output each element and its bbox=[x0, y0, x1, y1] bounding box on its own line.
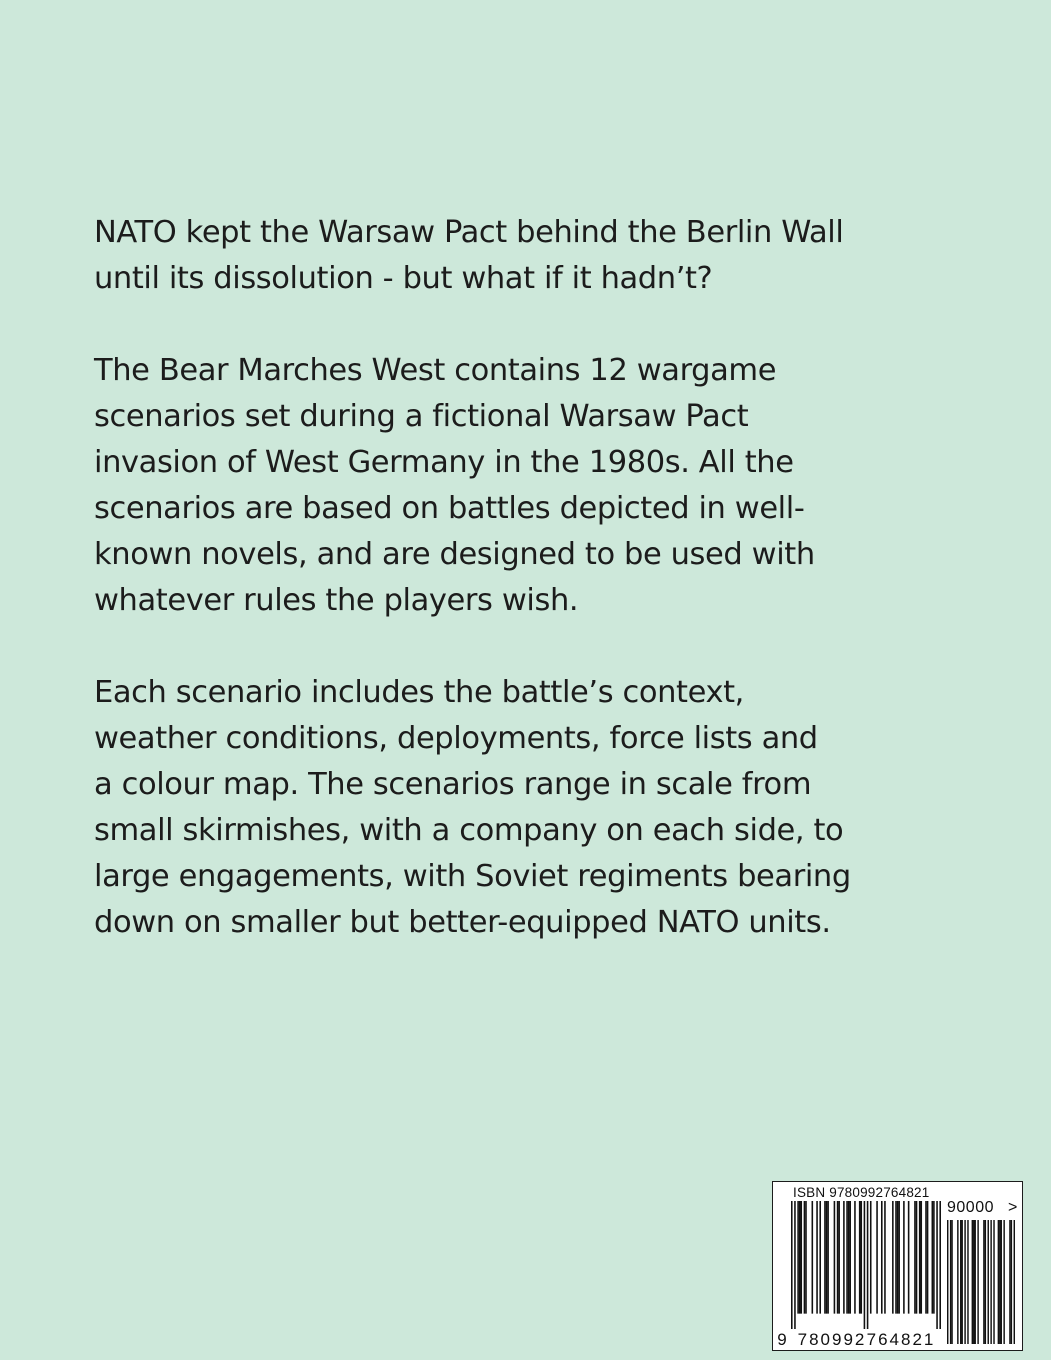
addon-bar bbox=[990, 1220, 991, 1344]
addon-bar bbox=[964, 1220, 965, 1344]
barcode-bar bbox=[826, 1201, 828, 1314]
barcode-bar bbox=[812, 1201, 814, 1314]
barcode-bar bbox=[860, 1201, 862, 1314]
barcode-bar bbox=[819, 1201, 821, 1314]
barcode-bar bbox=[925, 1201, 927, 1314]
blurb-line: invasion of West Germany in the 1980s. All the bbox=[94, 445, 794, 480]
barcode-bar bbox=[859, 1201, 861, 1314]
barcode-bar bbox=[920, 1201, 922, 1314]
addon-bar bbox=[967, 1220, 968, 1344]
addon-bar bbox=[988, 1220, 989, 1344]
barcode-bar bbox=[927, 1201, 929, 1314]
blurb-line: whatever rules the players wish. bbox=[94, 583, 579, 618]
blurb-line: a colour map. The scenarios range in scale from bbox=[94, 767, 812, 802]
barcode-bar bbox=[799, 1201, 801, 1314]
blurb-line: NATO kept the Warsaw Pact behind the Berlin Wall bbox=[94, 215, 844, 250]
barcode-bar bbox=[846, 1201, 848, 1314]
barcode-bar bbox=[892, 1201, 894, 1314]
barcode-bar bbox=[837, 1201, 839, 1314]
barcode-bar bbox=[804, 1201, 806, 1314]
addon-bar bbox=[957, 1220, 958, 1344]
barcode-bar bbox=[914, 1201, 916, 1314]
barcode-bar bbox=[932, 1201, 934, 1314]
addon-bar bbox=[983, 1220, 984, 1344]
addon-bar bbox=[1009, 1220, 1010, 1344]
addon-bar bbox=[1003, 1220, 1004, 1344]
ean-first-digit: 9 bbox=[777, 1330, 787, 1348]
barcode-bar bbox=[897, 1201, 899, 1314]
addon-bar bbox=[951, 1220, 952, 1344]
barcode-bar bbox=[849, 1201, 851, 1314]
barcode-bar bbox=[876, 1201, 878, 1314]
addon-bar bbox=[961, 1220, 962, 1344]
barcode-bar bbox=[816, 1201, 818, 1314]
isbn-barcode bbox=[772, 1181, 1023, 1351]
price-arrow: > bbox=[1008, 1199, 1018, 1216]
barcode-bar bbox=[794, 1201, 796, 1329]
addon-bar bbox=[947, 1220, 948, 1344]
addon-bar bbox=[1001, 1220, 1002, 1344]
blurb-line: The Bear Marches West contains 12 wargame bbox=[94, 353, 777, 388]
addon-bar bbox=[974, 1220, 975, 1344]
barcode-bar bbox=[867, 1201, 869, 1329]
addon-bar bbox=[973, 1220, 974, 1344]
addon-bar bbox=[999, 1220, 1000, 1344]
blurb-line: scenarios set during a fictional Warsaw Pact bbox=[94, 399, 749, 434]
barcode-bar bbox=[908, 1201, 910, 1314]
price-addon-bars bbox=[947, 1220, 1015, 1344]
barcode-bar bbox=[898, 1201, 900, 1314]
barcode-bar bbox=[848, 1201, 850, 1314]
blurb-paragraph-1 bbox=[94, 210, 974, 302]
addon-bar bbox=[985, 1220, 986, 1344]
addon-bar bbox=[998, 1220, 999, 1344]
ean13-digits bbox=[775, 1328, 941, 1348]
barcode-bar bbox=[919, 1201, 921, 1314]
addon-bar bbox=[993, 1220, 994, 1344]
price-code: 90000 bbox=[947, 1199, 994, 1216]
barcode-bar bbox=[895, 1201, 897, 1314]
barcode-bar bbox=[903, 1201, 905, 1314]
barcode-bar bbox=[797, 1201, 799, 1314]
barcode-bar bbox=[936, 1201, 938, 1329]
addon-bar bbox=[972, 1220, 973, 1344]
barcode-bar bbox=[854, 1201, 856, 1314]
addon-bar bbox=[977, 1220, 978, 1344]
blurb-line: Each scenario includes the battle’s context, bbox=[94, 675, 744, 710]
back-cover-blurb bbox=[94, 210, 974, 946]
blurb-paragraph-3 bbox=[94, 670, 974, 946]
isbn-label: ISBN 9780992764821 bbox=[793, 1185, 930, 1200]
blurb-line: scenarios are based on battles depicted in well- bbox=[94, 491, 805, 526]
addon-bar bbox=[1014, 1220, 1015, 1344]
ean-left-group: 780992 bbox=[797, 1330, 867, 1348]
blurb-line: weather conditions, deployments, force lists and bbox=[94, 721, 818, 756]
blurb-line: down on smaller but better-equipped NATO units. bbox=[94, 905, 831, 940]
ean13-barcode-bars bbox=[791, 1201, 941, 1329]
barcode-bar bbox=[791, 1201, 793, 1329]
blurb-line: large engagements, with Soviet regiments bearing bbox=[94, 859, 851, 894]
barcode-bar bbox=[843, 1201, 845, 1314]
blurb-line: known novels, and are designed to be used with bbox=[94, 537, 815, 572]
barcode-bar bbox=[864, 1201, 866, 1329]
barcode-bar bbox=[884, 1201, 886, 1314]
ean-right-group: 764821 bbox=[866, 1330, 936, 1348]
barcode-bar bbox=[916, 1201, 918, 1314]
blurb-line: small skirmishes, with a company on each side, to bbox=[94, 813, 844, 848]
barcode-bar bbox=[939, 1201, 941, 1329]
barcode-bar bbox=[933, 1201, 935, 1314]
barcode-bar bbox=[800, 1201, 802, 1314]
barcode-bar bbox=[824, 1201, 826, 1314]
barcode-bar bbox=[881, 1201, 883, 1314]
addon-bar bbox=[1011, 1220, 1012, 1344]
barcode-bar bbox=[834, 1201, 836, 1314]
barcode-bar bbox=[827, 1201, 829, 1314]
blurb-paragraph-2 bbox=[94, 348, 974, 624]
barcode-bar bbox=[838, 1201, 840, 1314]
barcode-bar bbox=[805, 1201, 807, 1314]
addon-bar bbox=[950, 1220, 951, 1344]
blurb-line: until its dissolution - but what if it hadn’t? bbox=[94, 261, 713, 296]
barcode-bar bbox=[870, 1201, 872, 1314]
addon-bar bbox=[960, 1220, 961, 1344]
